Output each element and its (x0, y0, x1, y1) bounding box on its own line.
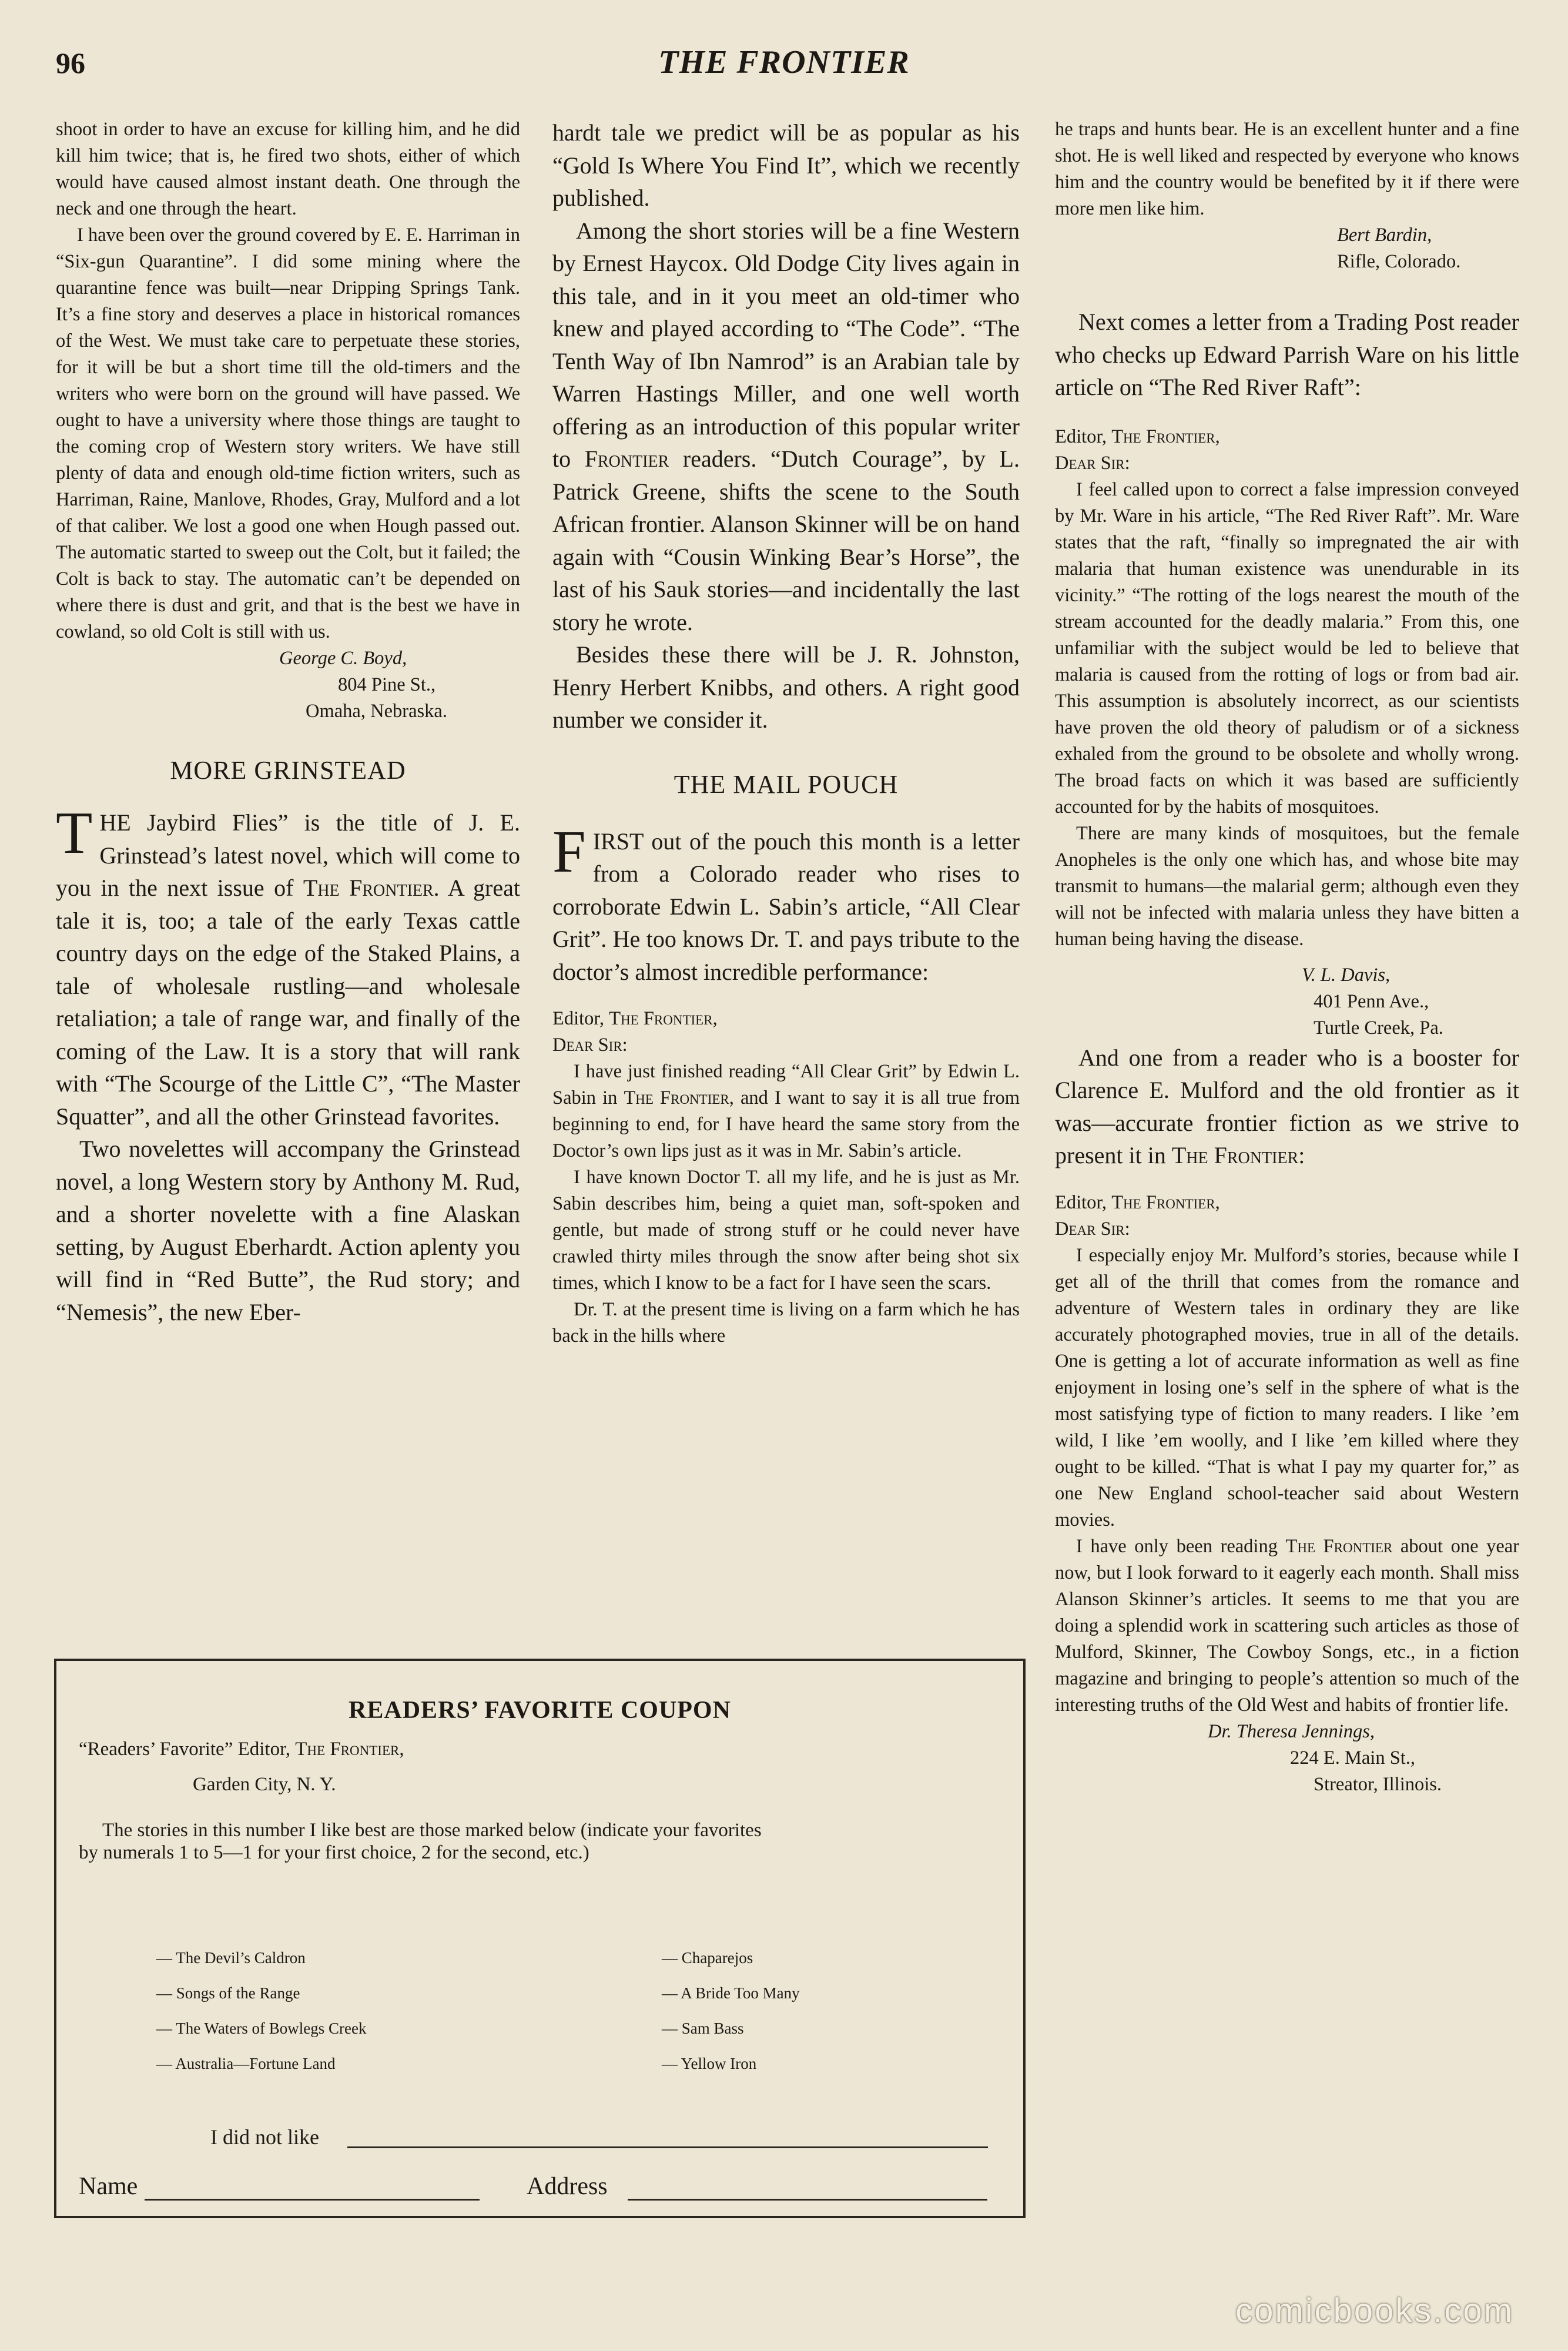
letter-salutation: Dear Sir: (1055, 1218, 1130, 1240)
coupon-instructions: The stories in this number I like best are those marked below (indicate your favorites (102, 1820, 762, 1841)
article-paragraph: Besides these there will be J. R. Johnston, Henry Herbert Knibbs, and others. A right good number we consider it. (552, 641, 1020, 733)
letter-paragraph: I have been over the ground covered by E. E. Harriman in “Six-gun Quarantine”. I did some mining where the quarantine fence was built—near Dripping Springs Tank. It’s a fine story and deserves a place in historical romances of the West. We must take care to perpetuate these stories, for it will be but a short time till the old-timers and the writers who were born on the ground will have passed. We ought to have a university where those things are taught to the coming crop of Western story writers. We have still plenty of data and enough old-time fiction writers, such as Harriman, Raine, Manlove, Rhodes, Gray, Mulford and a lot of that caliber. We lost a good one when Hough passed out. The automatic started to sweep out the Colt, but it failed; the Colt is back to stay. The automatic can’t be depended on where there is dust and grit, and that is the best we have in cowland, so old Colt is still with us. (56, 225, 520, 642)
letter-salutation: Editor, The Frontier, (552, 1008, 718, 1029)
letter-paragraph: I feel called upon to correct a false impression conveyed by Mr. Ware in his article, “The Red River Raft”. Mr. Ware states that the raft, “finally so impregnated the air with malaria that human existence was unendurable in its vicinity.” “The rotting of the logs nearest the mouth of the stream accounted for the deadly malaria.” From this, one unfamiliar with the subject would be led to believe that malaria is caused from the rotting of logs or from bad air. This assumption is absolutely incorrect, as our scientists have proven the old theory of paludism or of a sickness exhaled from the ground to be obsolete and wholly wrong. The broad facts on which it was based are sufficiently accounted for by the habits of mosquitoes. (1055, 478, 1519, 818)
letter-paragraph: I have only been reading The Frontier about one year now, but I look forward to it eagerly each month. Shall miss Alanson Skinner’s articles. It seems to me that you are doing a splendid work in scattering such articles as those of Mulford, Skinner, The Cowboy Songs, etc., in a fiction magazine and bringing to people’s attention so much of the interesting truths of the Old West and habits of frontier life. (1055, 1535, 1519, 1716)
name-label: Name (79, 2173, 138, 2200)
page-number: 96 (56, 46, 85, 79)
article-paragraph: THE Jaybird Flies” is the title of J. E. Grinstead’s latest novel, which will come to you in the next issue of The Frontier. A great tale it is, too; a tale of the early Texas cattle country days on the edge of the Staked Plains, a tale of wholesale rustling—and wholesale retaliation; a tale of range war, and finally of the coming of the Law. It is a story that will rank with “The Scourge of the Little C”, “The Master Squatter”, and all the other Grinstead favorites. (56, 800, 520, 1130)
coupon-editor-line: “Readers’ Favorite” Editor, The Frontier, (79, 1739, 404, 1760)
letter-paragraph: I have known Doctor T. all my life, and he is just as Mr. Sabin describes him, being a quiet man, soft-spoken and gentle, but made of strong stuff or he could never have crawled thirty miles through the snow after being shot six times, which I know to be a fact for I have seen the scars. (552, 1167, 1020, 1294)
coupon-city: Garden City, N. Y. (193, 1774, 336, 1795)
signature-address: Rifle, Colorado. (1337, 251, 1461, 272)
address-label: Address (527, 2173, 608, 2200)
coupon-story-option[interactable]: — Songs of the Range (156, 1984, 300, 2002)
signature-address: 804 Pine St., (338, 674, 436, 695)
signature-address: Turtle Creek, Pa. (1314, 1017, 1443, 1039)
letter-salutation: Dear Sir: (1055, 452, 1130, 474)
address-field-line[interactable] (628, 2199, 987, 2201)
article-paragraph: hardt tale we predict will be as popular as his “Gold Is Where You Find It”, which we recently published. (552, 119, 1020, 211)
letter-salutation: Editor, The Frontier, (1055, 426, 1220, 447)
section-title-mail-pouch: THE MAIL POUCH (674, 769, 899, 799)
signature-name: Bert Bardin, (1337, 225, 1432, 246)
running-head: THE FRONTIER (658, 44, 910, 81)
letter-paragraph: I especially enjoy Mr. Mulford’s stories, because while I get all of the thrill that comes from the romance and adventure of Western tales in ordinary they are like accurately photographed movies, true in all of the details. One is getting a lot of accurate information as well as fine enjoyment in losing one’s self in the sphere of what is the most satisfying type of fiction to many readers. I like ’em wild, I like ’em woolly, and I like ’em killed where they ought to be killed. “That is what I pay my quarter for,” as one New England school-teacher said about Western movies. (1055, 1244, 1519, 1531)
letter-paragraph: Dr. T. at the present time is living on a farm which he has back in the hills where (552, 1299, 1020, 1347)
column-3 (1055, 116, 1519, 1798)
coupon-instructions: by numerals 1 to 5—1 for your first choice, 2 for the second, etc.) (79, 1842, 589, 1863)
letter-paragraph: There are many kinds of mosquitoes, but the female Anopheles is the only one which has, and whose bite may transmit to humans—the malarial germ; although even they will not be infected with malaria unless they have bitten a human being having the disease. (1055, 822, 1519, 950)
coupon-story-option[interactable]: — Yellow Iron (662, 2055, 757, 2072)
signature-name: V. L. Davis, (1302, 964, 1391, 986)
column-1 (56, 116, 520, 1328)
coupon-title: READERS’ FAVORITE COUPON (349, 1697, 731, 1724)
letter-paragraph: shoot in order to have an excuse for killing him, and he did kill him twice; that is, he fired two shots, either of which would have caused almost instant death. One through the neck and one through the heart. (56, 119, 520, 219)
article-paragraph: FIRST out of the pouch this month is a letter from a Colorado reader who rises to corroborate Edwin L. Sabin’s article, “All Clear Grit”. He too knows Dr. T. and pays tribute to the doctor’s almost incredible performance: (552, 818, 1020, 985)
dislike-field-line[interactable] (347, 2146, 988, 2148)
letter-paragraph: he traps and hunts bear. He is an excellent hunter and a fine shot. He is well liked and respected by everyone who knows him and the country would be benefited by it if there were more men like him. (1055, 119, 1519, 219)
section-title-more-grinstead: MORE GRINSTEAD (170, 756, 406, 785)
drop-cap: F (552, 818, 586, 885)
readers-favorite-coupon (54, 1659, 1026, 2218)
watermark-logo: comicbooks.com (1235, 2292, 1514, 2330)
article-paragraph: Among the short stories will be a fine Western by Ernest Haycox. Old Dodge City lives again in this tale, and in it you meet an old-timer who knew and played according to “The Code”. “The Tenth Way of Ibn Namrod” is an Arabian tale by Warren Hastings Miller, and one well worth offering as an introduction of this popular writer to Frontier readers. “Dutch Courage”, by L. Patrick Greene, shifts the scene to the South African frontier. Alanson Skinner will be on hand again with “Cousin Winking Bear’s Horse”, the last of his Sauk stories—and incidentally the last story he wrote. (552, 217, 1020, 635)
signature-address: Streator, Illinois. (1314, 1773, 1442, 1795)
name-field-line[interactable] (145, 2199, 480, 2201)
coupon-story-option[interactable]: — The Waters of Bowlegs Creek (156, 2020, 367, 2037)
coupon-story-option[interactable]: — Sam Bass (662, 2020, 744, 2037)
article-paragraph: Two novelettes will accompany the Grinstead novel, a long Western story by Anthony M. Rud, and a shorter novelette with a fine Alaskan setting, by August Eberhardt. Action aplenty you will find in “Red Butte”, the Rud story; and “Nemesis”, the new Eber- (56, 1136, 520, 1325)
signature-name: George C. Boyd, (279, 648, 407, 669)
drop-cap: T (56, 800, 93, 866)
signature-address: 224 E. Main St., (1290, 1747, 1416, 1769)
signature-address: 401 Penn Ave., (1314, 990, 1429, 1012)
letter-salutation: Editor, The Frontier, (1055, 1191, 1220, 1213)
signature-address: Omaha, Nebraska. (306, 701, 447, 722)
signature-name: Dr. Theresa Jennings, (1208, 1720, 1375, 1742)
article-paragraph: Next comes a letter from a Trading Post reader who checks up Edward Parrish Ware on his little article on “The Red River Raft”: (1055, 309, 1519, 400)
dislike-label: I did not like (210, 2125, 319, 2149)
article-paragraph: And one from a reader who is a booster for Clarence E. Mulford and the old frontier as it was—accurate frontier fiction as we strive to present it in The Frontier: (1055, 1044, 1519, 1168)
coupon-story-option[interactable]: — Australia—Fortune Land (156, 2055, 336, 2072)
letter-paragraph: I have just finished reading “All Clear Grit” by Edwin L. Sabin in The Frontier, and I want to say it is all true from beginning to end, for I have heard the same story from the Doctor’s own lips just as it was in Mr. Sabin’s article. (552, 1061, 1020, 1161)
coupon-story-option[interactable]: — Chaparejos (662, 1949, 753, 1967)
column-2 (552, 116, 1020, 1349)
coupon-story-option[interactable]: — A Bride Too Many (662, 1984, 800, 2002)
letter-salutation: Dear Sir: (552, 1034, 628, 1056)
coupon-story-option[interactable]: — The Devil’s Caldron (156, 1949, 306, 1967)
